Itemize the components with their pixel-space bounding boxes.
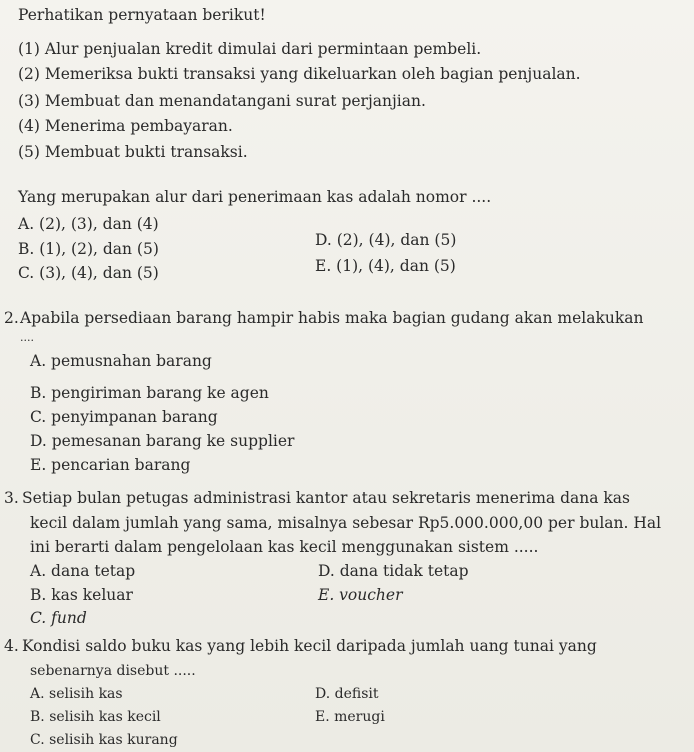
q4-option-e[interactable]: E. merugi [315, 709, 385, 725]
statement-2: (2) Memeriksa bukti transaksi yang dikeluarkan oleh bagian penjualan. [18, 65, 581, 83]
q4-number: 4. [4, 637, 19, 655]
q3-option-e[interactable]: E. voucher [318, 586, 403, 604]
q3-stem-line-2: kecil dalam jumlah yang sama, misalnya sebesar Rp5.000.000,00 per bulan. Hal [30, 514, 662, 532]
q1-option-c[interactable]: C. (3), (4), dan (5) [18, 264, 159, 282]
q1-option-a[interactable]: A. (2), (3), dan (4) [18, 215, 159, 233]
q2-blank: .... [20, 331, 34, 344]
q2-stem: Apabila persediaan barang hampir habis maka bagian gudang akan melakukan [20, 309, 644, 327]
q3-option-d[interactable]: D. dana tidak tetap [318, 562, 469, 580]
statement-3: (3) Membuat dan menandatangani surat perjanjian. [18, 92, 426, 110]
q2-number: 2. [4, 309, 19, 327]
q4-option-d[interactable]: D. defisit [315, 686, 379, 702]
q2-option-a[interactable]: A. pemusnahan barang [30, 352, 212, 370]
q1-option-e[interactable]: E. (1), (4), dan (5) [315, 257, 456, 275]
q3-option-a[interactable]: A. dana tetap [30, 562, 136, 580]
q3-number: 3. [4, 489, 19, 507]
q1-option-d[interactable]: D. (2), (4), dan (5) [315, 231, 457, 249]
statement-4: (4) Menerima pembayaran. [18, 117, 233, 135]
q4-option-b[interactable]: B. selisih kas kecil [30, 709, 161, 725]
statement-5: (5) Membuat bukti transaksi. [18, 143, 248, 161]
q4-option-c[interactable]: C. selisih kas kurang [30, 732, 178, 748]
q2-option-c[interactable]: C. penyimpanan barang [30, 408, 218, 426]
q2-option-d[interactable]: D. pemesanan barang ke supplier [30, 432, 295, 450]
q2-option-e[interactable]: E. pencarian barang [30, 456, 191, 474]
q3-option-c[interactable]: C. fund [30, 609, 87, 627]
q3-stem-line-1: Setiap bulan petugas administrasi kantor atau sekretaris menerima dana kas [22, 489, 630, 507]
q1-stem: Yang merupakan alur dari penerimaan kas adalah nomor .... [18, 188, 492, 206]
q1-option-b[interactable]: B. (1), (2), dan (5) [18, 240, 159, 258]
q4-option-a[interactable]: A. selisih kas [30, 686, 123, 702]
q3-stem-line-3: ini berarti dalam pengelolaan kas kecil menggunakan sistem ..... [30, 538, 539, 556]
q3-option-b[interactable]: B. kas keluar [30, 586, 133, 604]
intro-text: Perhatikan pernyataan berikut! [18, 6, 266, 24]
q4-stem-line-2: sebenarnya disebut ..... [30, 663, 196, 679]
statement-1: (1) Alur penjualan kredit dimulai dari permintaan pembeli. [18, 40, 482, 58]
q2-option-b[interactable]: B. pengiriman barang ke agen [30, 384, 269, 402]
q4-stem-line-1: Kondisi saldo buku kas yang lebih kecil daripada jumlah uang tunai yang [22, 637, 597, 655]
